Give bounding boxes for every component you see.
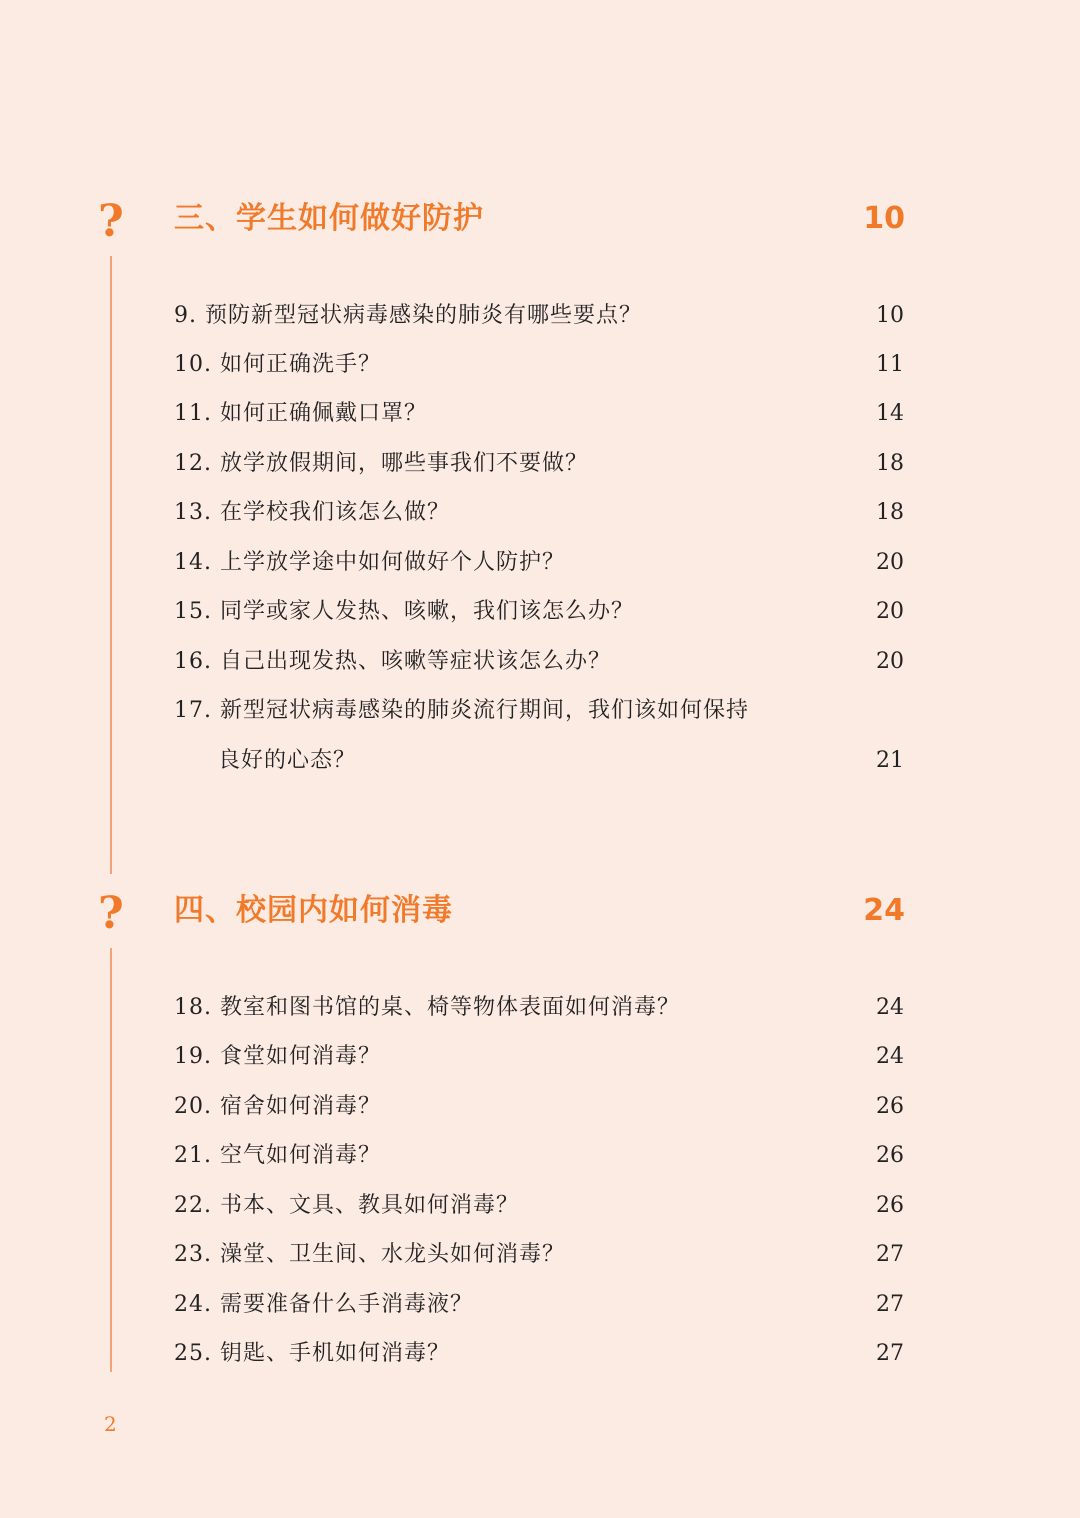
toc-entry-page: 20 [876, 550, 904, 575]
toc-entry-page: 20 [876, 599, 904, 624]
toc-entry-page: 27 [876, 1242, 904, 1267]
toc-entry[interactable] [174, 350, 904, 380]
toc-entry-label: 11. 如何正确佩戴口罩？ [174, 401, 427, 426]
toc-entry[interactable] [174, 498, 904, 528]
toc-entry[interactable] [174, 1290, 904, 1320]
section-page-number: 24 [863, 893, 905, 928]
section-divider-line [110, 256, 112, 874]
toc-entry-continuation[interactable] [174, 746, 904, 776]
toc-entry-label: 17. 新型冠状病毒感染的肺炎流行期间，我们该如何保持 [174, 698, 749, 723]
toc-entry-page: 27 [876, 1341, 904, 1366]
toc-entry[interactable] [174, 301, 904, 331]
toc-entry-label: 15. 同学或家人发热、咳嗽，我们该怎么办？ [174, 599, 634, 624]
question-mark-icon: ? [98, 196, 124, 247]
toc-entry-label: 22. 书本、文具、教具如何消毒？ [174, 1193, 519, 1218]
footer-page-number: 2 [104, 1412, 117, 1436]
section-title[interactable]: 四、校园内如何消毒 [174, 893, 453, 928]
toc-entry-label: 良好的心态？ [218, 748, 357, 773]
toc-entry-page: 26 [876, 1143, 904, 1168]
toc-entry-label: 13. 在学校我们该怎么做？ [174, 500, 450, 525]
toc-entry[interactable] [174, 1141, 904, 1171]
section-title[interactable]: 三、学生如何做好防护 [174, 201, 484, 236]
toc-entry[interactable] [174, 1092, 904, 1122]
section-page-number: 10 [863, 201, 905, 236]
toc-entry-page: 18 [876, 500, 904, 525]
toc-entry-label: 10. 如何正确洗手？ [174, 352, 381, 377]
toc-entry-label: 9. 预防新型冠状病毒感染的肺炎有哪些要点？ [174, 303, 642, 328]
toc-entry-label: 12. 放学放假期间，哪些事我们不要做？ [174, 451, 588, 476]
toc-entry-page: 26 [876, 1094, 904, 1119]
toc-entry[interactable] [174, 696, 904, 726]
toc-entry-page: 11 [876, 352, 904, 377]
question-mark-icon: ? [98, 888, 124, 939]
toc-entry-page: 24 [876, 1044, 904, 1069]
toc-entry-page: 18 [876, 451, 904, 476]
toc-entry-label: 24. 需要准备什么手消毒液？ [174, 1292, 473, 1317]
toc-entry[interactable] [174, 1240, 904, 1270]
toc-entry[interactable] [174, 1339, 904, 1369]
toc-entry[interactable] [174, 993, 904, 1023]
toc-entry-label: 21. 空气如何消毒？ [174, 1143, 381, 1168]
toc-entry-label: 16. 自己出现发热、咳嗽等症状该怎么办？ [174, 649, 611, 674]
toc-entry-page: 26 [876, 1193, 904, 1218]
toc-entry-label: 18. 教室和图书馆的桌、椅等物体表面如何消毒？ [174, 995, 680, 1020]
toc-entry-label: 23. 澡堂、卫生间、水龙头如何消毒？ [174, 1242, 565, 1267]
toc-entry[interactable] [174, 399, 904, 429]
toc-entry-page: 24 [876, 995, 904, 1020]
toc-entry[interactable] [174, 597, 904, 627]
section-divider-line [110, 948, 112, 1372]
toc-entry-label: 20. 宿舍如何消毒？ [174, 1094, 381, 1119]
toc-entry-page: 10 [876, 303, 904, 328]
toc-entry-page: 20 [876, 649, 904, 674]
toc-entry-label: 19. 食堂如何消毒？ [174, 1044, 381, 1069]
toc-entry-page: 27 [876, 1292, 904, 1317]
toc-entry[interactable] [174, 1042, 904, 1072]
toc-entry-page: 21 [876, 748, 904, 773]
toc-entry-page: 14 [876, 401, 904, 426]
toc-entry[interactable] [174, 548, 904, 578]
toc-entry[interactable] [174, 449, 904, 479]
toc-entry[interactable] [174, 647, 904, 677]
toc-entry-label: 25. 钥匙、手机如何消毒？ [174, 1341, 450, 1366]
toc-entry-label: 14. 上学放学途中如何做好个人防护？ [174, 550, 565, 575]
toc-entry[interactable] [174, 1191, 904, 1221]
